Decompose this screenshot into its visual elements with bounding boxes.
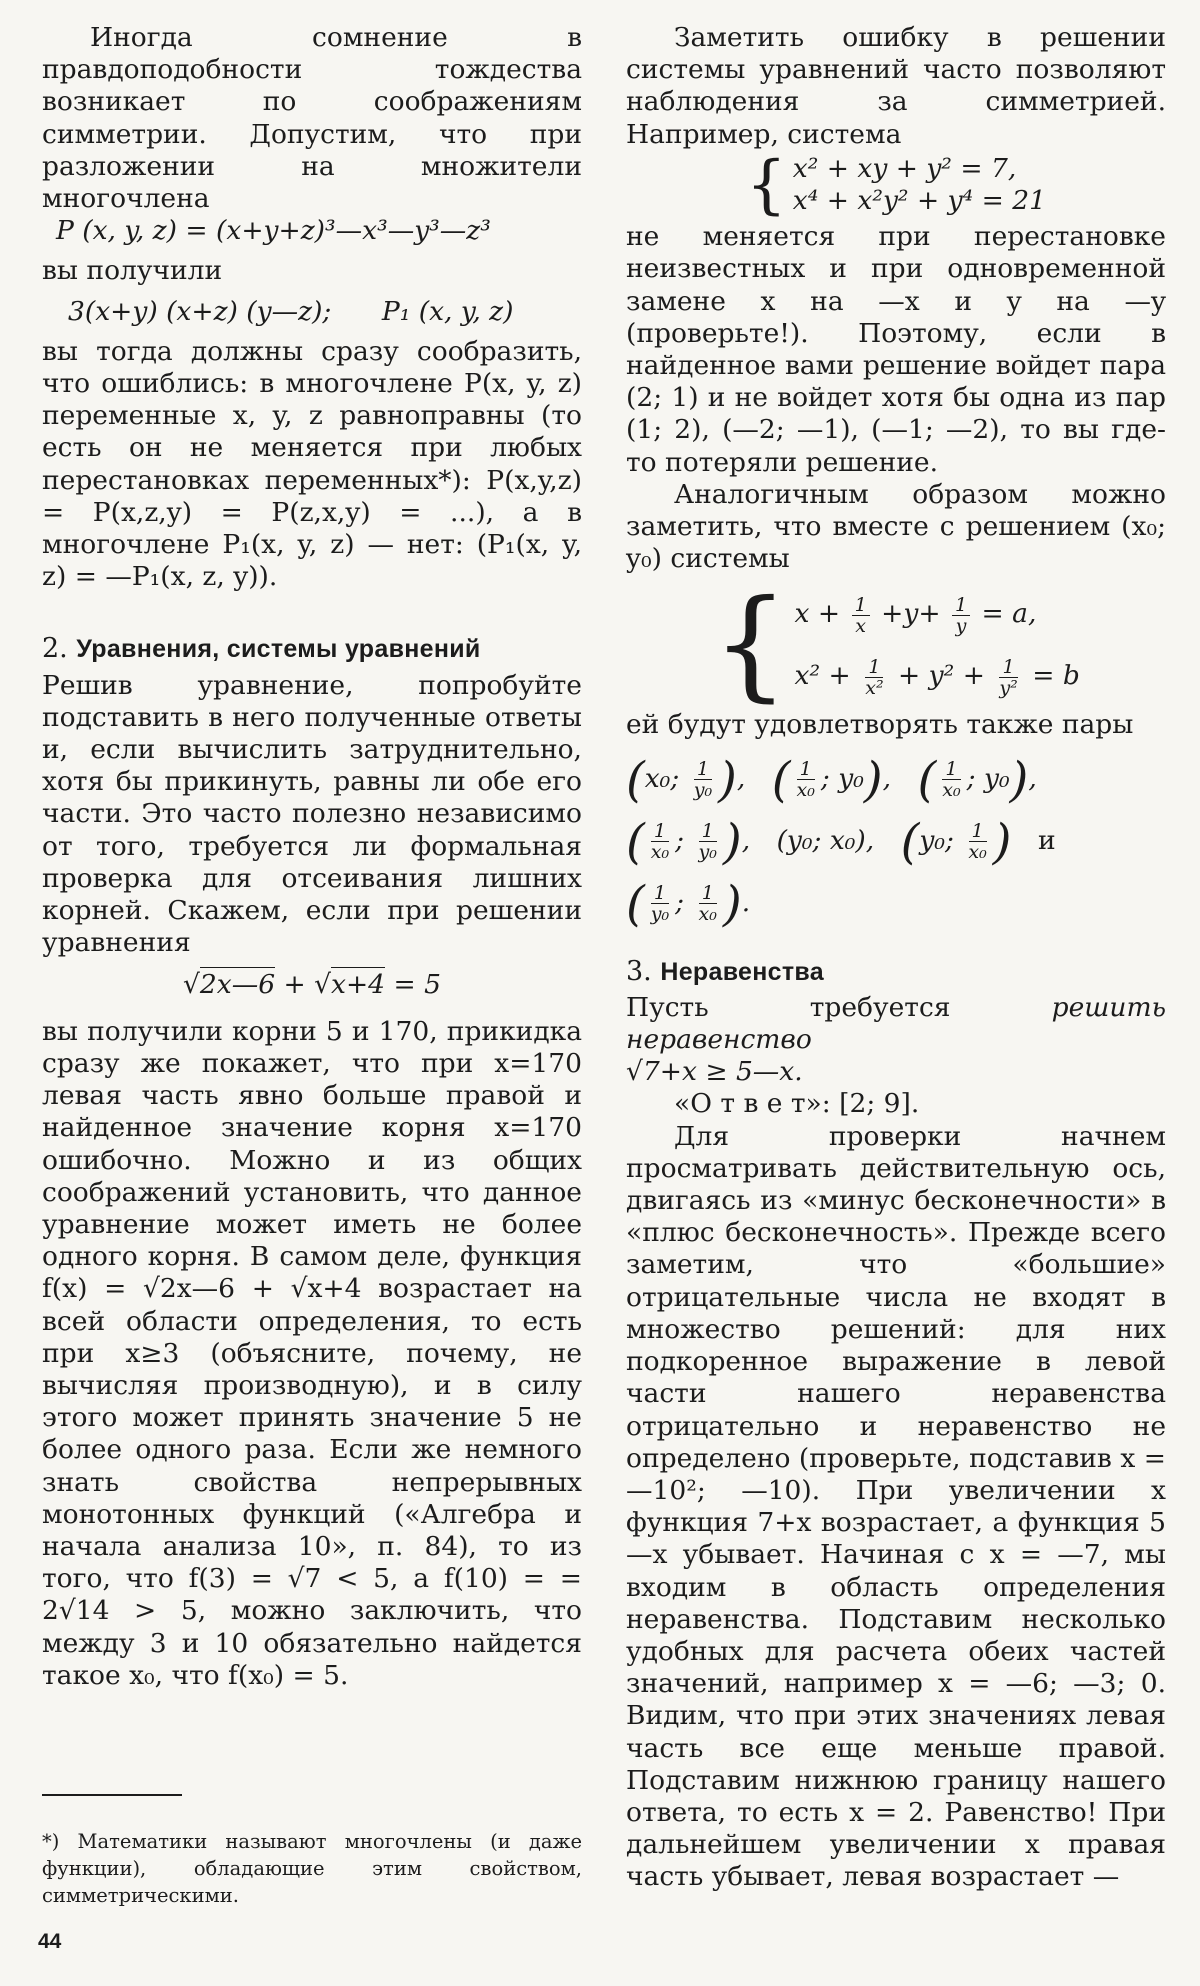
substitution-paragraph: не меняется при перестановке неизвестных и при одновременной замене x на —x и y на —y (проверьте!). Поэтому, если в найденное вами решение войдет пара (2; 1) и не войдет хотя бы одна из пар (1; 2), (—2; —1), (—1; —2), то вы где-то потеряли решение. — [626, 221, 1166, 478]
footnote: *) Математики называют многочлены (и даже функции), обладающие этим свойством, симметрическими. — [42, 1829, 582, 1907]
section-3-heading — [626, 956, 1166, 988]
and-word: и — [1037, 824, 1056, 856]
system-1-equation-1: x² + xy + y² = 7, — [792, 152, 1017, 184]
pairs-intro: ей будут удовлетворять также пары — [626, 709, 1134, 741]
section-2-title: Уравнения, системы уравнений — [76, 635, 481, 664]
left-brace-icon: { — [712, 575, 789, 715]
solution-pairs — [626, 748, 1166, 934]
system-2-equation-1: x + $\frac{1}{x}$ +y+ $\frac{1}{y}$ = a, — [794, 593, 1037, 637]
section-3-title: Неравенства — [660, 957, 824, 986]
inequality-task: Пусть требуется решить неравенство — [626, 991, 1166, 1056]
equations-paragraph-2: вы получили корни 5 и 170, прикидка сразу же покажет, что при x=170 левая часть явно больше правой и найденное значение корня x=170 ошибочно. Можно и из общих соображений установить, что данное уравнение может иметь не более одного корня. В самом деле, функция f(x) = √2x—6 + √x+4 возрастает на всей области определения, то есть при x≥3 (объясните, почему, не вычисляя производную), и в силу этого может принять значение 5 не более одного раза. Если же немного знать свойства непрерывных монотонных функций («Алгебра и начала анализа 10», п. 84), то из того, что f(3) = √7 < 5, а f(10) = = 2√14 > 5, можно заключить, что между 3 и 10 обязательно найдется такое x₀, что f(x₀) = 5. — [42, 1015, 582, 1691]
got-text: вы получили — [42, 255, 223, 287]
polynomial-formula: P (x, y, z) = (x+y+z)³—x³—y³—z³ — [56, 215, 491, 247]
pair-3: ( $\frac{1}{\text{x₀}}$ ; y₀), — [917, 751, 1037, 808]
factorization-result: 3(x+y) (x+z) (y—z); P₁ (x, y, z) — [68, 295, 514, 327]
equations-paragraph-1: Решив уравнение, попробуйте подставить в него полученные ответы и, если вычислить затруднительно, хотя бы прикинуть, равны ли обе его части. Это часто полезно независимо от того, требуется ли формальная проверка для отсеивания лишних корней. Скажем, если при решении уравнения — [42, 669, 582, 959]
system-1 — [626, 148, 1166, 223]
system-1-equation-2: x⁴ + x²y² + y⁴ = 21 — [792, 185, 1046, 217]
footnote-divider — [42, 1794, 182, 1796]
system-2-equation-2: x² + $\frac{1}{\text{x²}}$ + y² + $\frac{1}{\text{y²}}$ = b — [794, 655, 1080, 699]
left-column — [42, 22, 582, 1692]
section-2-heading — [42, 633, 582, 665]
pair-6: (y₀; $\frac{1}{\text{x₀}}$ ) — [900, 813, 1012, 870]
symmetry-system-paragraph: Заметить ошибку в решении системы уравнений часто позволяют наблюдения за симметрией. Например, система — [626, 22, 1166, 150]
right-column — [626, 22, 1166, 1894]
analogous-paragraph: Аналогичным образом можно заметить, что вместе с решением (x₀; y₀) системы — [626, 478, 1166, 575]
section-2-number: 2. — [42, 633, 68, 665]
pair-5: (y₀; x₀), — [776, 824, 875, 856]
section-3-number: 3. — [626, 955, 652, 987]
pair-2: ( $\frac{1}{\text{x₀}}$ ; y₀), — [771, 751, 892, 808]
pair-1: (x₀; $\frac{1}{\text{y₀}}$ ), — [626, 751, 746, 808]
inequality-check-paragraph: Для проверки начнем просматривать действительную ось, двигаясь из «минус бесконечности» в «плюс бесконечность». Прежде всего заметим, что «большие» отрицательные числа не входят в множество решений: для них подкоренное выражение в левой части нашего неравенства отрицательно и неравенство не определено (проверьте, подставив x = —10²; —10). При увеличении x функция 7+x возрастает, а функция 5—x убывает. Начиная с x = —7, мы входим в область определения неравенства. Подставим несколько удобных для расчета обеих частей значений, например x = —6; —3; 0. Видим, что при этих значениях левая часть все еще меньше правой. Подставим нижнюю границу нашего ответа, то есть x = 2. Равенство! При дальнейшем увеличении x правая часть убывает, левая возрастает — — [626, 1120, 1166, 1893]
inequality-formula: √7+x ≥ 5—x. — [626, 1056, 803, 1088]
pair-7: ( $\frac{1}{\text{y₀}}$ ; $\frac{1}{\text{x₀}}$ ). — [626, 875, 751, 932]
pair-4: ( $\frac{1}{\text{x₀}}$ ; $\frac{1}{\text{y₀}}$ ), — [626, 813, 751, 870]
left-brace-icon: { — [746, 148, 787, 223]
symmetry-paragraph: вы тогда должны сразу сообразить, что ошиблись: в многочлене P(x, y, z) переменные x, y, z равноправны (то есть он не меняется при любых перестановках переменных*): P(x,y,z) = P(x,z,y) = P(z,x,y) = ...), а в многочлене P₁(x, y, z) — нет: (P₁(x, y, z) = —P₁(x, z, y)). — [42, 335, 582, 593]
root-equation: √2x—6 + √x+4 = 5 — [183, 969, 441, 1001]
intro-paragraph: Иногда сомнение в правдоподобности тождества возникает по соображениям симметрии. Допустим, что при разложении на множители многочлена — [42, 22, 582, 215]
page-number: 44 — [38, 1930, 62, 1953]
system-2 — [626, 575, 1166, 715]
answer-line: «О т в е т»: [2; 9]. — [674, 1088, 920, 1120]
